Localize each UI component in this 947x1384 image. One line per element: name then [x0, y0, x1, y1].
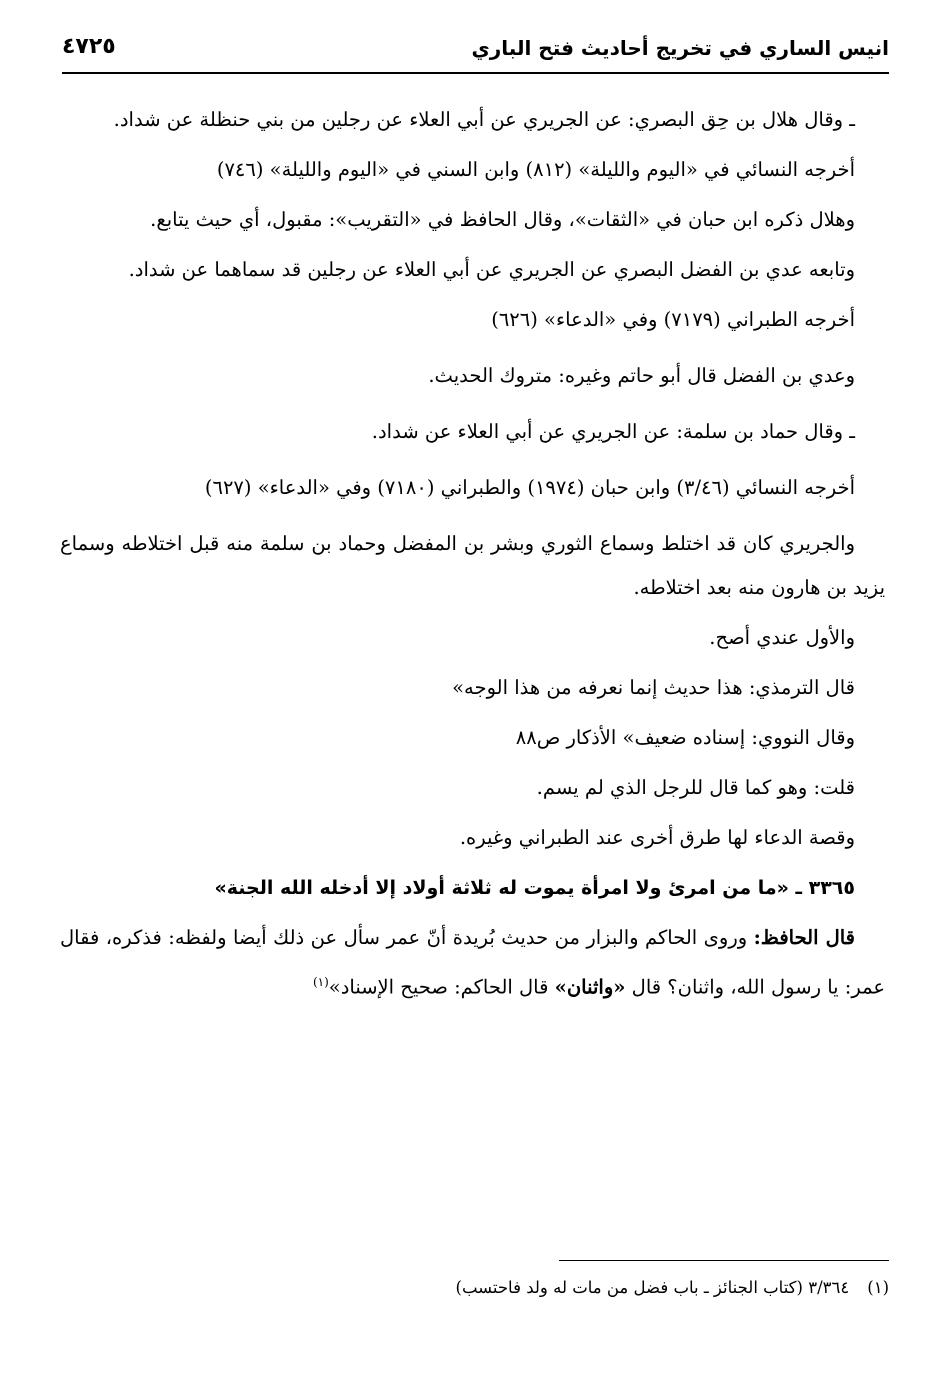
header-rule — [62, 72, 889, 74]
footnote-text: ٣/٣٦٤ (كتاب الجنائز ـ باب فضل من مات له ولد فاحتسب) — [455, 1278, 850, 1297]
hafidh-text-2: قال الحاكم: صحيح الإسناد» — [328, 975, 555, 999]
paragraph: ـ وقال هلال بن حِق البصري: عن الجريري عن أبي العلاء عن رجلين من بني حنظلة عن شداد. — [113, 108, 855, 131]
paragraph: والجريري كان قد اختلط وسماع الثوري وبشر بن المفضل وحماد بن سلمة منه قبل اختلاطه وسماع يزيد بن هارون منه بعد اختلاطه. — [60, 532, 885, 599]
hafidh-label: قال الحافظ: — [753, 926, 855, 949]
paragraph: وتابعه عدي بن الفضل البصري عن الجريري عن أبي العلاء عن رجلين قد سماهما عن شداد. — [128, 258, 855, 281]
paragraph: قلت: وهو كما قال للرجل الذي لم يسم. — [536, 776, 855, 799]
hafidh-emphasis: «واثنان» — [554, 975, 626, 999]
main-text — [60, 98, 885, 1010]
footnote-reference: (١) — [312, 975, 329, 989]
paragraph: أخرجه الطبراني (٧١٧٩) وفي «الدعاء» (٦٢٦) — [491, 308, 855, 331]
footnote-number: (١) — [867, 1278, 889, 1297]
hafidh-text-1: وروى الحاكم والبزار من حديث بُريدة أنّ عمر سأل عن ذلك أيضا ولفظه: فذكره، فقال عمر: يا رسول الله، واثنان؟ قال — [60, 926, 885, 999]
paragraph: وقصة الدعاء لها طرق أخرى عند الطبراني وغيره. — [459, 826, 855, 849]
paragraph: قال الترمذي: هذا حديث إنما نعرفه من هذا الوجه» — [452, 676, 855, 699]
paragraph: وقال النووي: إسناده ضعيف» الأذكار ص٨٨ — [515, 726, 855, 749]
paragraph: وهلال ذكره ابن حبان في «الثقات»، وقال الحافظ في «التقريب»: مقبول، أي حيث يتابع. — [150, 208, 855, 231]
paragraph: أخرجه النسائي في «اليوم والليلة» (٨١٢) وابن السني في «اليوم والليلة» (٧٤٦) — [216, 158, 855, 181]
paragraph: ـ وقال حماد بن سلمة: عن الجريري عن أبي العلاء عن شداد. — [371, 420, 855, 443]
footnote — [60, 1274, 889, 1302]
paragraph: والأول عندي أصح. — [709, 626, 855, 649]
page-number: ٤٧٢٥ — [62, 34, 116, 59]
paragraph: أخرجه النسائي (٣/٤٦) وابن حبان (١٩٧٤) والطبراني (٧١٨٠) وفي «الدعاء» (٦٢٧) — [204, 476, 855, 499]
footnote-rule — [559, 1260, 889, 1261]
hafidh-paragraph — [60, 916, 885, 1010]
book-title: انيس الساري في تخريج أحاديث فتح الباري — [471, 36, 889, 60]
hadith-heading: ٣٣٦٥ ـ «ما من امرئ ولا امرأة يموت له ثلاثة أولاد إلا أدخله الله الجنة» — [214, 877, 855, 899]
paragraph: وعدي بن الفضل قال أبو حاتم وغيره: متروك الحديث. — [428, 364, 855, 387]
running-header — [62, 30, 889, 70]
